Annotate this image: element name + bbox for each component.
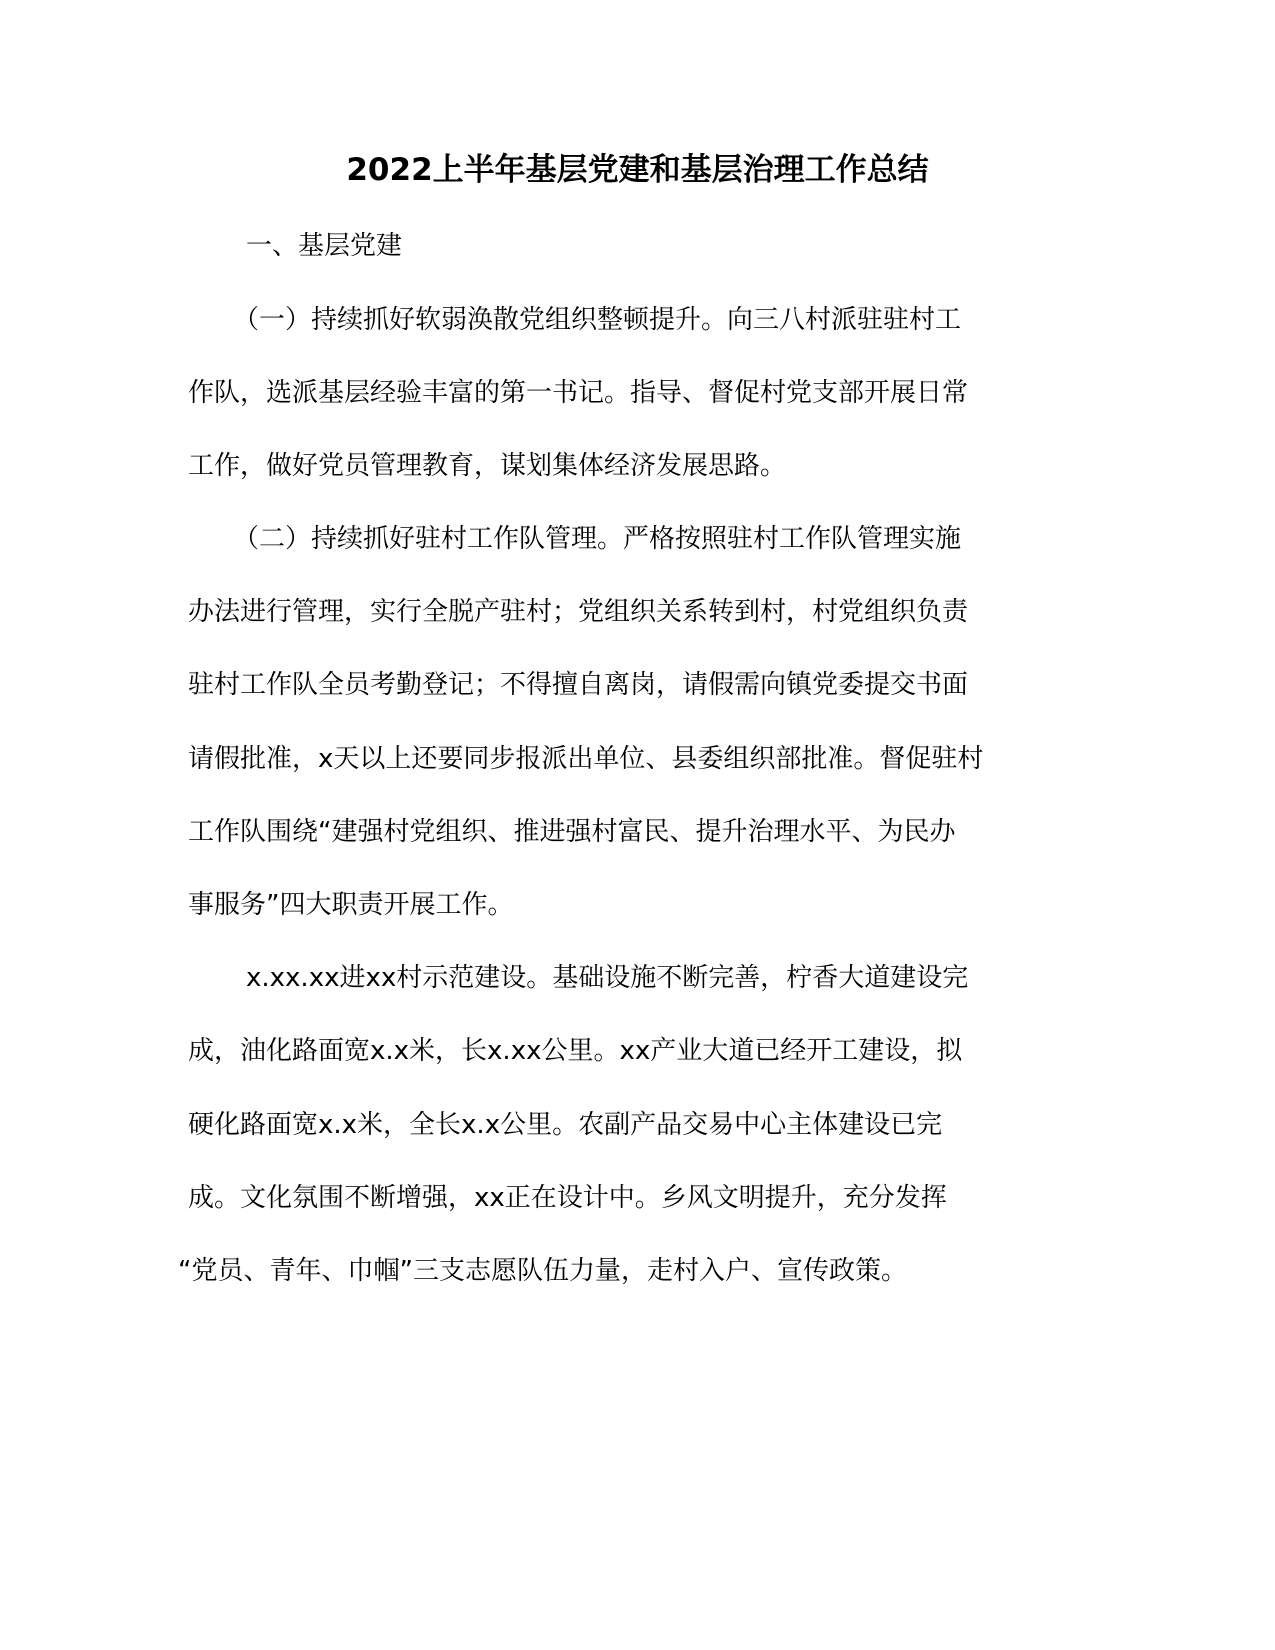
- paragraph-line: （二）持续抓好驻村工作队管理。严格按照驻村工作队管理实施: [233, 524, 962, 554]
- paragraph-line: “党员、青年、巾帼”三支志愿队伍力量，走村入户、宣传政策。: [178, 1256, 907, 1286]
- paragraph-line: 驻村工作队全员考勤登记；不得擅自离岗，请假需向镇党委提交书面: [188, 670, 969, 700]
- section-heading: 一、基层党建: [246, 231, 403, 261]
- paragraph-line: 办法进行管理，实行全脱产驻村；党组织关系转到村，村党组织负责: [188, 597, 969, 627]
- paragraph-line: x.xx.xx进xx村示范建设。基础设施不断完善，柠香大道建设完: [246, 963, 969, 993]
- paragraph-line: 硬化路面宽x.x米，全长x.x公里。农副产品交易中心主体建设已完: [188, 1110, 943, 1140]
- paragraph-line: 工作队围绕“建强村党组织、推进强村富民、提升治理水平、为民办: [188, 817, 956, 847]
- paragraph-line: 事服务”四大职责开展工作。: [188, 890, 514, 920]
- paragraph-line: （一）持续抓好软弱涣散党组织整顿提升。向三八村派驻驻村工: [233, 305, 962, 335]
- paragraph-line: 请假批准，x天以上还要同步报派出单位、县委组织部批准。督促驻村: [188, 744, 984, 774]
- paragraph-line: 工作，做好党员管理教育，谋划集体经济发展思路。: [188, 451, 787, 481]
- paragraph-line: 成。文化氛围不断增强，xx正在设计中。乡风文明提升，充分发挥: [188, 1183, 947, 1213]
- paragraph-line: 成，油化路面宽x.x米，长x.xx公里。xx产业大道已经开工建设，拟: [188, 1036, 963, 1066]
- paragraph-line: 作队，选派基层经验丰富的第一书记。指导、督促村党支部开展日常: [188, 378, 969, 408]
- document-title: 2022上半年基层党建和基层治理工作总结: [346, 152, 929, 188]
